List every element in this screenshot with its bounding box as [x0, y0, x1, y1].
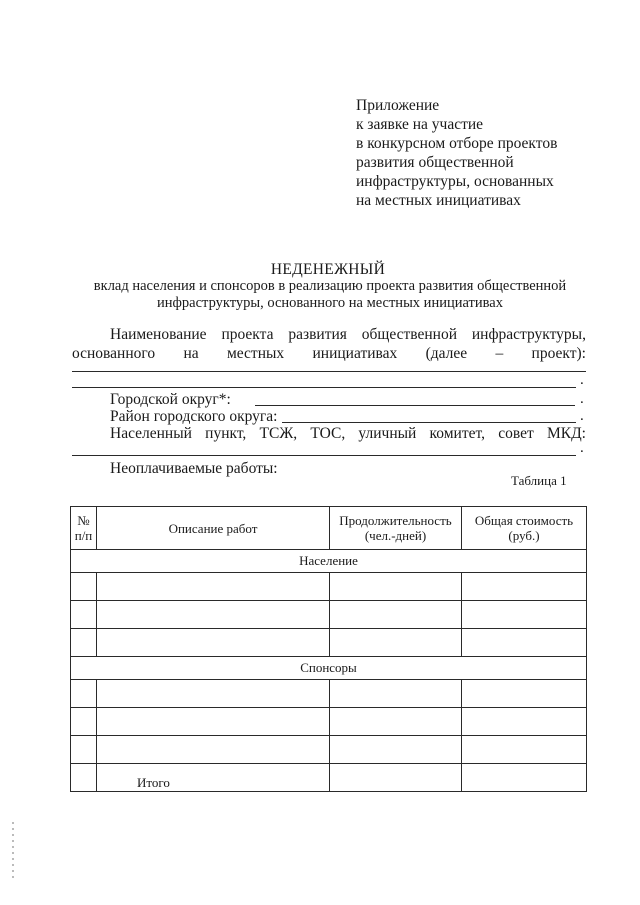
city-district-field[interactable] — [255, 405, 575, 406]
table-cell[interactable] — [97, 573, 330, 601]
header-number: № п/п — [71, 507, 97, 550]
table-cell[interactable] — [97, 708, 330, 736]
table-row — [71, 736, 587, 764]
table-cell[interactable] — [71, 736, 97, 764]
table-cell[interactable] — [71, 573, 97, 601]
table-cell[interactable] — [97, 601, 330, 629]
table-cell[interactable] — [71, 601, 97, 629]
table-cell[interactable] — [330, 736, 462, 764]
header-duration: Продолжительность (чел.-дней) — [330, 507, 462, 550]
district-label: Район городского округа: — [110, 408, 278, 425]
appendix-line: в конкурсном отборе проектов — [356, 135, 558, 152]
word: местных — [226, 345, 285, 362]
table-cell[interactable] — [462, 601, 587, 629]
document-title: НЕДЕНЕЖНЫЙ — [270, 261, 386, 278]
project-name-line-2 — [72, 345, 586, 363]
word: ТОС, — [310, 425, 346, 442]
table-cell[interactable] — [97, 629, 330, 657]
works-table — [70, 506, 587, 792]
section-row-sponsors — [71, 657, 587, 680]
period: . — [580, 440, 584, 456]
header-cost: Общая стоимость (руб.) — [462, 507, 587, 550]
appendix-line: на местных инициативах — [356, 192, 521, 209]
word: на — [183, 345, 199, 362]
word: Наименование — [110, 326, 207, 343]
settlement-field[interactable] — [72, 455, 576, 456]
table-cell[interactable] — [330, 573, 462, 601]
table-header-row — [71, 507, 587, 550]
appendix-line: развития общественной — [356, 154, 514, 171]
appendix-block — [356, 96, 557, 210]
table-cell[interactable] — [330, 629, 462, 657]
table-cell[interactable] — [462, 736, 587, 764]
word: инициативах — [312, 345, 398, 362]
project-name-line-1 — [110, 326, 586, 344]
table-cell[interactable] — [462, 629, 587, 657]
project-name-blank-line-2[interactable] — [72, 387, 576, 388]
district-field[interactable] — [282, 422, 576, 423]
total-row — [71, 764, 587, 792]
appendix-line: Приложение — [356, 97, 440, 114]
table-cell[interactable] — [97, 680, 330, 708]
appendix-line: инфраструктуры, основанных — [356, 173, 554, 190]
binding-marks — [12, 822, 14, 882]
header-description: Описание работ — [97, 507, 330, 550]
table-cell[interactable] — [330, 601, 462, 629]
word: комитет, — [429, 425, 485, 442]
word: ТСЖ, — [259, 425, 298, 442]
table-cell[interactable] — [71, 764, 97, 792]
subtitle-line: инфраструктуры, основанного на местных инициативах — [157, 295, 503, 311]
table-cell[interactable] — [462, 708, 587, 736]
word: проект): — [531, 345, 586, 362]
word: инфраструктуры, — [471, 326, 586, 343]
period: . — [580, 372, 584, 388]
table-row — [71, 573, 587, 601]
table-cell[interactable] — [462, 680, 587, 708]
word: общественной — [361, 326, 458, 343]
table-cell[interactable] — [330, 680, 462, 708]
word: пункт, — [205, 425, 247, 442]
unpaid-works-label: Неоплачиваемые работы: — [110, 460, 278, 477]
table-cell[interactable] — [97, 736, 330, 764]
word: проекта — [221, 326, 274, 343]
settlement-line — [110, 425, 586, 443]
table-cell[interactable] — [71, 629, 97, 657]
section-label: Население — [71, 550, 587, 573]
section-row-population — [71, 550, 587, 573]
table-row — [71, 629, 587, 657]
table-caption: Таблица 1 — [511, 473, 567, 488]
subtitle-line: вклад населения и спонсоров в реализацию проекта развития общественной — [93, 278, 567, 294]
period: . — [580, 408, 584, 424]
word: основанного — [72, 345, 156, 362]
city-district-label: Городской округ*: — [110, 391, 231, 408]
appendix-line: к заявке на участие — [356, 116, 484, 133]
table-cell[interactable] — [330, 764, 462, 792]
table-cell[interactable] — [71, 708, 97, 736]
table-row — [71, 708, 587, 736]
word: Населенный — [110, 425, 192, 442]
total-label: Итого — [97, 764, 330, 792]
project-name-blank-line-1[interactable] — [72, 371, 586, 372]
period: . — [580, 391, 584, 407]
table-cell[interactable] — [462, 573, 587, 601]
table-row — [71, 601, 587, 629]
table-cell[interactable] — [330, 708, 462, 736]
table-cell[interactable] — [462, 764, 587, 792]
word: развития — [288, 326, 347, 343]
table-row — [71, 680, 587, 708]
document-subtitle — [70, 278, 590, 312]
word: – — [495, 345, 504, 362]
table-cell[interactable] — [71, 680, 97, 708]
word: совет — [498, 425, 534, 442]
section-label: Спонсоры — [71, 657, 587, 680]
word: МКД: — [546, 425, 586, 442]
word: уличный — [358, 425, 417, 442]
word: (далее — [425, 345, 468, 362]
